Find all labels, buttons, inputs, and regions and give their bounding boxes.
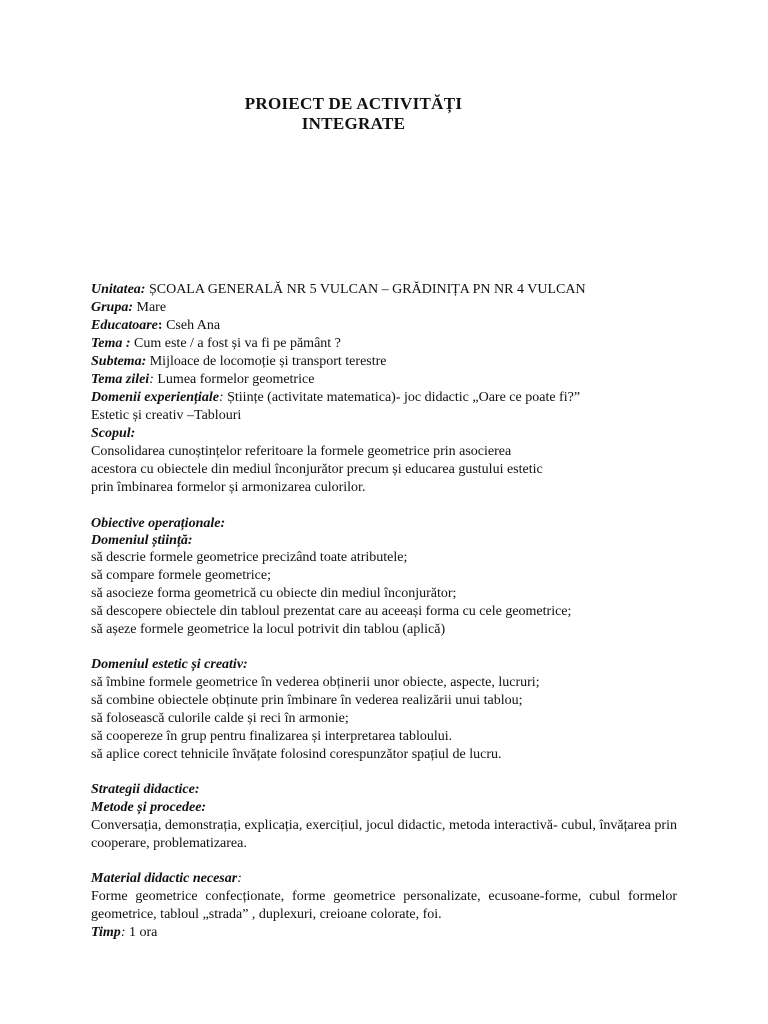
estetic-item: să îmbine formele geometrice în vederea obținerii unor obiecte, aspecte, lucruri; [91, 675, 540, 690]
domeniul-estetic-heading: Domeniul estetic și creativ: [91, 657, 248, 672]
subtema-value: Mijloace de locomoție și transport terestre [146, 354, 387, 369]
stiinta-item: să asocieze forma geometrică cu obiecte din mediul înconjurător; [91, 586, 457, 601]
educatoare-label: Educatoare [91, 318, 158, 333]
domenii-line-2: Estetic și creativ –Tablouri [91, 408, 242, 423]
estetic-item: să coopereze în grup pentru finalizarea și interpretarea tabloului. [91, 729, 453, 744]
scopul-line-2: acestora cu obiectele din mediul înconjurător precum și educarea gustului estetic [91, 462, 543, 477]
domenii-value: Științe (activitate matematica)- joc didactic „Oare ce poate fi?” [223, 390, 581, 405]
timp-line [91, 924, 157, 942]
material-colon: : [237, 871, 242, 886]
tema-zilei-label: Tema zilei [91, 372, 150, 387]
scopul-heading: Scopul: [91, 426, 136, 441]
domenii-colon: : [218, 390, 224, 405]
metode-heading: Metode și procedee: [91, 800, 207, 815]
strategii-heading: Strategii didactice: [91, 782, 200, 797]
grupa-label: Grupa: [91, 300, 134, 315]
tema-label: Tema : [91, 336, 131, 351]
tema-value: Cum este / a fost și va fi pe pământ ? [130, 336, 341, 351]
material-label: Material didactic necesar [91, 871, 238, 886]
domenii-label: Domenii experiențiale [91, 390, 219, 405]
unitatea-value: ȘCOALA GENERALĂ NR 5 VULCAN – GRĂDINIȚA PN NR 4 VULCAN [145, 282, 586, 297]
info-subtema [91, 353, 387, 371]
info-tema [91, 335, 341, 353]
info-grupa [91, 299, 166, 317]
stiinta-item: să compare formele geometrice; [91, 568, 271, 583]
material-text [91, 888, 677, 924]
estetic-item: să folosească culorile calde și reci în armonie; [91, 711, 349, 726]
stiinta-item: să descopere obiectele din tabloul prezentat care au aceeași forma cu cele geometrice; [91, 604, 572, 619]
stiinta-item: să descrie formele geometrice precizând toate atributele; [91, 550, 408, 565]
timp-label: Timp [91, 925, 121, 940]
obiective-heading: Obiective operaționale: [91, 516, 226, 531]
estetic-item: să aplice corect tehnicile învățate folosind corespunzător spațiul de lucru. [91, 747, 502, 762]
unitatea-label: Unitatea: [91, 282, 146, 297]
stiinta-item: să așeze formele geometrice la locul potrivit din tablou (aplică) [91, 622, 446, 637]
info-tema-zilei [91, 371, 314, 389]
timp-colon: : [120, 925, 126, 940]
timp-value: 1 ora [125, 925, 158, 940]
tema-zilei-value: Lumea formelor geometrice [153, 372, 315, 387]
educatoare-colon: : [157, 318, 163, 333]
info-domenii [91, 389, 580, 407]
document-title-line-2: INTEGRATE [301, 114, 406, 133]
metode-text [91, 817, 677, 853]
material-paragraph: Forme geometrice confecționate, forme geometrice personalizate, ecusoane-forme, cubul formelor geometrice, tabloul „strada” , duplexuri, creioane colorate, foi. [91, 889, 677, 922]
subtema-label: Subtema: [91, 354, 147, 369]
document-title-line-1: PROIECT DE ACTIVITĂȚI [244, 94, 463, 113]
grupa-value: Mare [133, 300, 167, 315]
educatoare-value: Cseh Ana [162, 318, 221, 333]
info-unitatea [91, 281, 586, 299]
domeniul-stiinta-heading: Domeniul știință: [91, 533, 193, 548]
material-heading-line [91, 870, 242, 888]
metode-paragraph: Conversația, demonstrația, explicația, exercițiul, jocul didactic, metoda interactivă- cubul, învățarea prin cooperare, problematizarea. [91, 818, 677, 851]
scopul-line-3: prin îmbinarea formelor și armonizarea culorilor. [91, 480, 366, 495]
info-educatoare [91, 317, 220, 335]
tema-zilei-colon: : [149, 372, 154, 387]
scopul-line-1: Consolidarea cunoștințelor referitoare la formele geometrice prin asocierea [91, 444, 512, 459]
estetic-item: să combine obiectele obținute prin îmbinare în vederea realizării unui tablou; [91, 693, 523, 708]
